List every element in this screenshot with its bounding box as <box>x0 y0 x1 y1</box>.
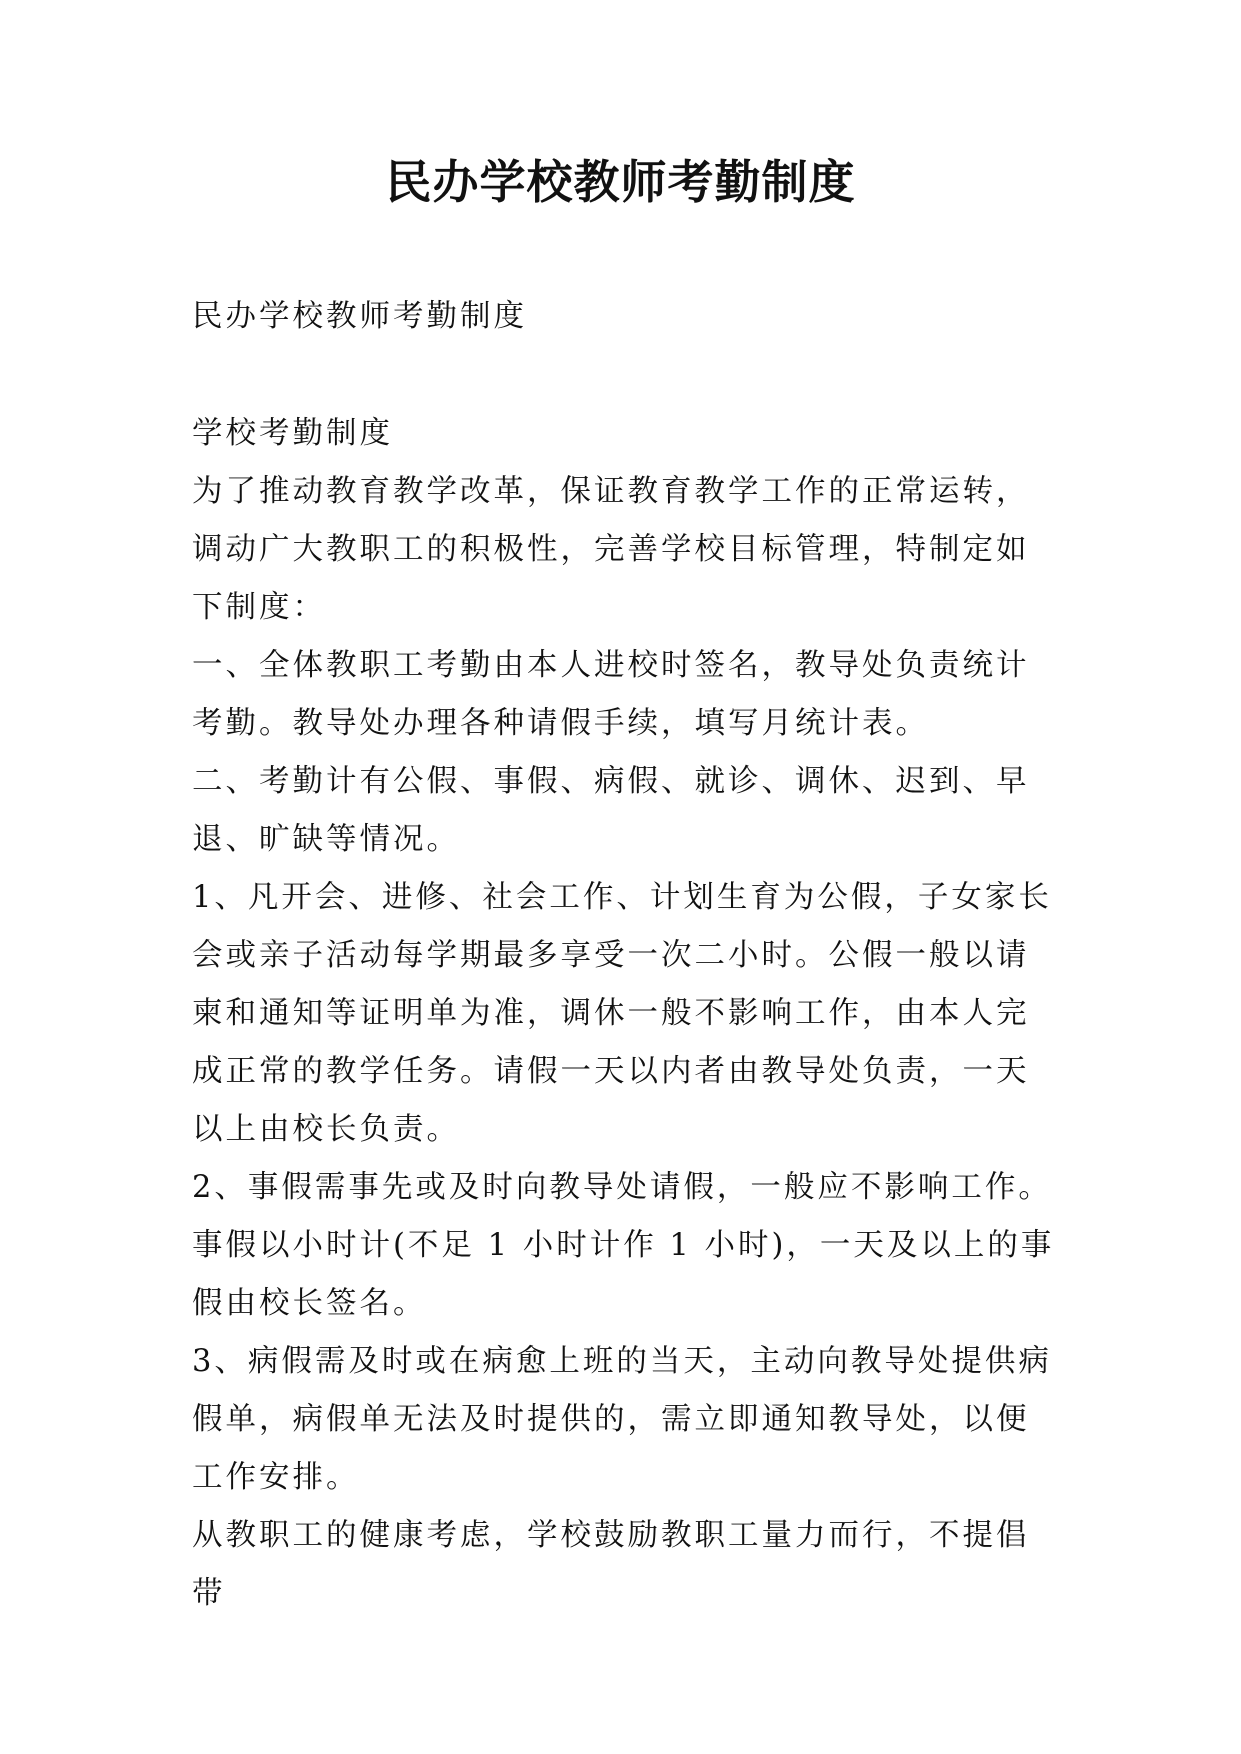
document-title: 民办学校教师考勤制度 <box>385 155 856 209</box>
document-subtitle: 民办学校教师考勤制度 <box>192 299 527 334</box>
item-paragraph-1: 1、凡开会、进修、社会工作、计划生育为公假，子女家长会或亲子活动每学期最多享受一次二小时。公假一般以请柬和通知等证明单为准，调休一般不影响工作，由本人完成正常的教学任务。请假一天以内者由教导处负责，一天以上由校长负责。 <box>192 880 1052 1147</box>
intro-paragraph: 为了推动教育教学改革，保证教育教学工作的正常运转，调动广大教职工的积极性，完善学校目标管理，特制定如下制度： <box>192 474 1030 625</box>
item-paragraph-3: 3、病假需及时或在病愈上班的当天，主动向教导处提供病假单，病假单无法及时提供的，需立即通知教导处，以便工作安排。 <box>192 1344 1052 1495</box>
rule-paragraph-2: 二、考勤计有公假、事假、病假、就诊、调休、迟到、早退、旷缺等情况。 <box>192 764 1030 857</box>
document-body <box>192 405 1062 1623</box>
continuation-paragraph: 从教职工的健康考虑，学校鼓励教职工量力而行，不提倡带 <box>192 1518 1030 1611</box>
rule-paragraph-1: 一、全体教职工考勤由本人进校时签名，教导处负责统计考勤。教导处办理各种请假手续，填写月统计表。 <box>192 648 1030 741</box>
section-heading: 学校考勤制度 <box>192 416 393 451</box>
item-paragraph-2: 2、事假需事先或及时向教导处请假，一般应不影响工作。事假以小时计(不足 1 小时计作 1 小时)，一天及以上的事假由校长签名。 <box>192 1170 1055 1321</box>
